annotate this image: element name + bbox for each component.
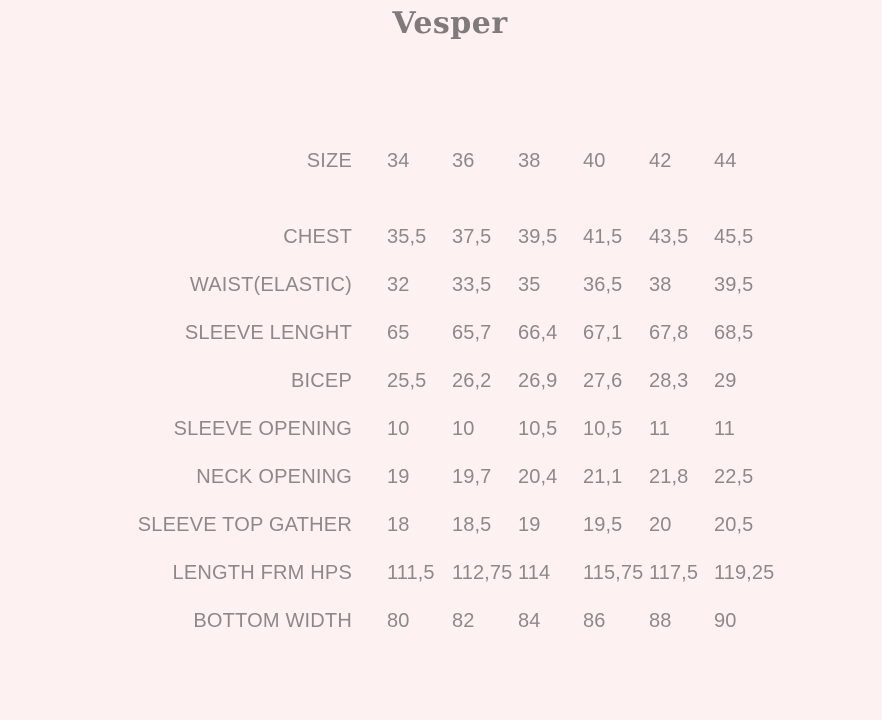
measurement-value: 28,3 [649, 370, 689, 392]
measurement-value: 84 [518, 610, 541, 632]
measurement-value: 112,75 [452, 562, 513, 584]
measurement-value: 10 [452, 418, 475, 440]
table-row-chest [0, 222, 882, 252]
size-value: 42 [649, 150, 672, 172]
measurement-value: 41,5 [583, 226, 623, 248]
measurement-value: 65,7 [452, 322, 492, 344]
table-row-sleeve-top-gather [0, 510, 882, 540]
measurement-value: 38 [649, 274, 672, 296]
size-value: 34 [387, 150, 410, 172]
table-row-sleeve-opening [0, 414, 882, 444]
measurement-value: 18,5 [452, 514, 492, 536]
measurement-value: 20,4 [518, 466, 558, 488]
row-label: BICEP [290, 370, 352, 392]
table-row-sleeve-length [0, 318, 882, 348]
measurement-value: 32 [387, 274, 410, 296]
measurement-value: 43,5 [649, 226, 689, 248]
table-row-bottom-width [0, 606, 882, 636]
row-label: LENGTH FRM HPS [172, 562, 352, 584]
measurement-value: 10,5 [518, 418, 558, 440]
measurement-value: 66,4 [518, 322, 558, 344]
measurement-value: 39,5 [714, 274, 754, 296]
measurement-value: 27,6 [583, 370, 623, 392]
brand-logo: Vesper [392, 6, 508, 41]
measurement-value: 19,5 [583, 514, 623, 536]
measurement-value: 86 [583, 610, 606, 632]
measurement-value: 68,5 [714, 322, 754, 344]
measurement-value: 20,5 [714, 514, 754, 536]
measurement-value: 20 [649, 514, 672, 536]
measurement-value: 117,5 [649, 562, 699, 584]
measurement-value: 65 [387, 322, 410, 344]
measurement-value: 35 [518, 274, 541, 296]
row-label: SLEEVE LENGHT [184, 322, 352, 344]
measurement-value: 21,1 [583, 466, 623, 488]
row-label: SLEEVE OPENING [173, 418, 352, 440]
measurement-value: 82 [452, 610, 475, 632]
measurement-value: 119,25 [714, 562, 775, 584]
measurement-value: 19,7 [452, 466, 492, 488]
measurement-value: 67,8 [649, 322, 689, 344]
measurement-value: 114 [518, 562, 551, 584]
size-value: 44 [714, 150, 737, 172]
measurement-value: 35,5 [387, 226, 427, 248]
size-value: 36 [452, 150, 475, 172]
row-label: WAIST(ELASTIC) [189, 274, 352, 296]
measurement-value: 21,8 [649, 466, 689, 488]
measurement-value: 18 [387, 514, 410, 536]
measurement-value: 37,5 [452, 226, 492, 248]
table-row-neck-opening [0, 462, 882, 492]
row-label: NECK OPENING [196, 466, 352, 488]
row-label: CHEST [283, 226, 352, 248]
table-row-bicep [0, 366, 882, 396]
measurement-value: 39,5 [518, 226, 558, 248]
measurement-value: 36,5 [583, 274, 623, 296]
table-row-length-frm-hps [0, 558, 882, 588]
measurement-value: 88 [649, 610, 672, 632]
measurement-value: 80 [387, 610, 410, 632]
measurement-value: 29 [714, 370, 737, 392]
row-label: BOTTOM WIDTH [193, 610, 352, 632]
measurement-value: 26,2 [452, 370, 492, 392]
size-value: 40 [583, 150, 606, 172]
measurement-value: 19 [387, 466, 410, 488]
measurement-value: 111,5 [387, 562, 435, 584]
measurement-value: 33,5 [452, 274, 492, 296]
measurement-value: 22,5 [714, 466, 754, 488]
measurement-value: 67,1 [583, 322, 623, 344]
measurement-value: 11 [714, 418, 735, 440]
row-label: SLEEVE TOP GATHER [137, 514, 352, 536]
measurement-value: 19 [518, 514, 541, 536]
size-value: 38 [518, 150, 541, 172]
measurement-value: 90 [714, 610, 737, 632]
row-label: SIZE [306, 150, 352, 172]
measurement-value: 11 [649, 418, 670, 440]
measurement-value: 10,5 [583, 418, 623, 440]
measurement-value: 26,9 [518, 370, 558, 392]
measurement-value: 45,5 [714, 226, 754, 248]
size-header-row [0, 146, 882, 176]
measurement-value: 115,75 [583, 562, 644, 584]
measurement-value: 10 [387, 418, 410, 440]
measurement-value: 25,5 [387, 370, 427, 392]
table-row-waist [0, 270, 882, 300]
